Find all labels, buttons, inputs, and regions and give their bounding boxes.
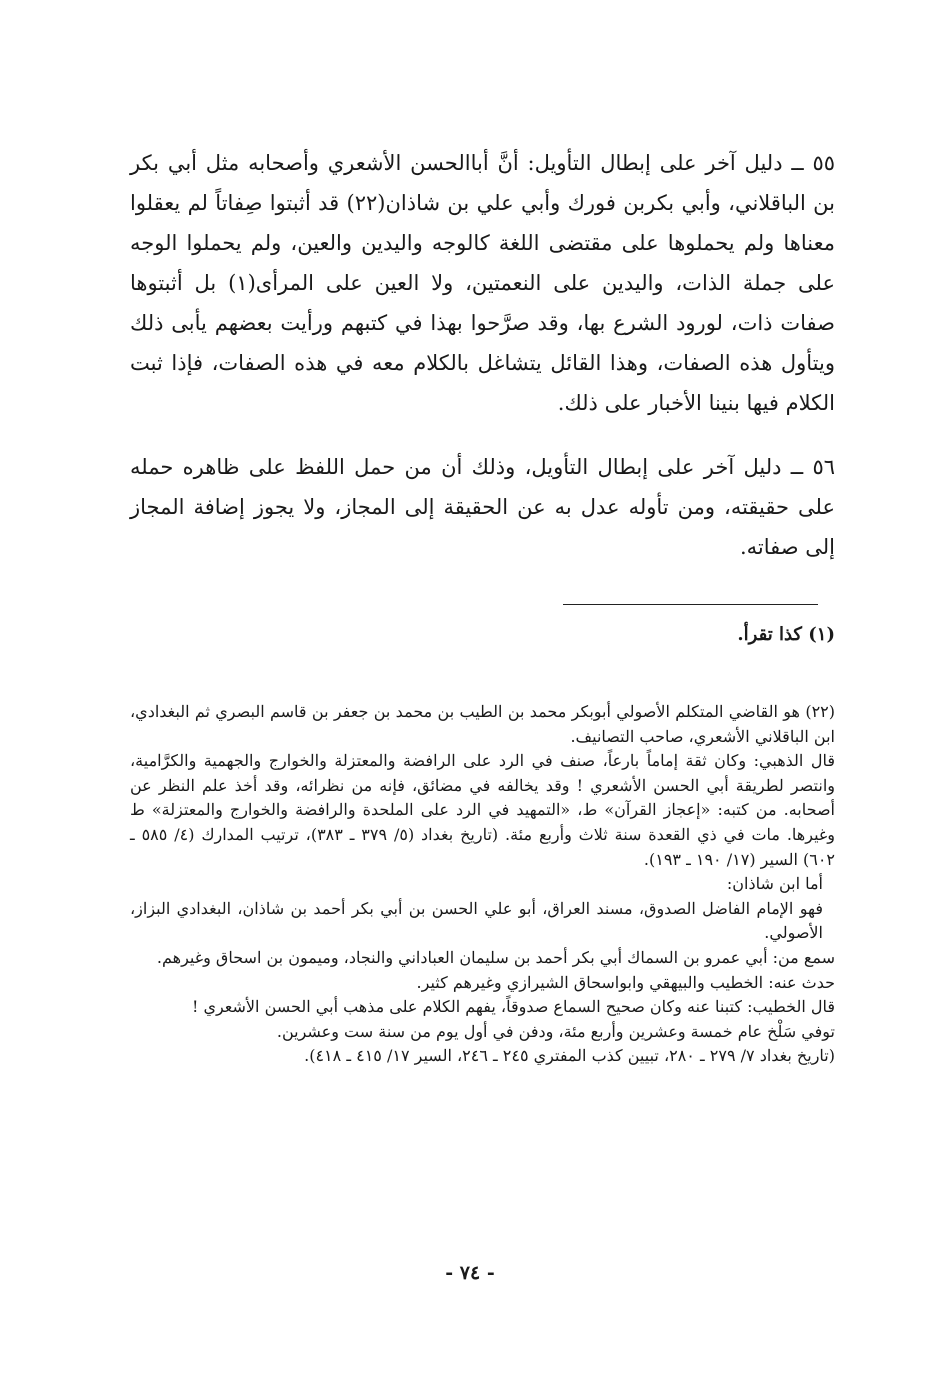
footnote-22-line-9: (تاريخ بغداد ٧/ ٢٧٩ ـ ٢٨٠، تبيين كذب المفتري ٢٤٥ ـ ٢٤٦، السير ١٧/ ٤١٥ ـ ٤١٨). xyxy=(304,1046,835,1066)
footnote-22-line-4: فهو الإمام الفاضل الصدوق، مسند العراق، أبو علي الحسن بن أبي بكر أحمد بن شاذان، البغدادي البزاز، الأصولي. xyxy=(130,898,823,943)
page-number: - ٧٤ - xyxy=(445,1262,495,1284)
footnote-22-line-2: قال الذهبي: وكان ثقة إماماً بارعاً، صنف في الرد على الرافضة والمعتزلة والخوارج والجهمية والكرَّامية، وانتصر لطريقة أبي الحسن الأشعري ! وقد يخالفه في مضائق، فإنه من نظرائه، وقد أخذ علم النظر عن أصحابه. من كتبه: «إعجاز القرآن» ط، «التمهيد في الرد على الملحدة والرافضة والخوارج والمعتزلة» ط وغيرها. مات في ذي القعدة سنة ثلاث وأربع مئة. (تاريخ بغداد (٥/ ٣٧٩ ـ ٣٨٣)، ترتيب المدارك (٤/ ٥٨٥ ـ ٦٠٢) السير (١٧/ ١٩٠ ـ ١٩٣). xyxy=(130,751,835,869)
paragraph-55-text: ٥٥ ــ دليل آخر على إبطال التأويل: أنَّ أباالحسن الأشعري وأصحابه مثل أبي بكر بن الباقلاني، وأبي بكربن فورك وأبي علي بن شاذان(٢٢) قد أثبتوا صِفاتاً لم يعقلوا معناها ولم يحملوها على مقتضى اللغة كالوجه واليدين والعين، ولم يحملوا الوجه على جملة الذات، واليدين على النعمتين، ولا العين على المرأى(١) بل أثبتوها صفات ذات، لورود الشرع بها، وقد صرَّحوا بهذا في كتبهم ورأيت بعضهم يأبى ذلك ويتأول هذه الصفات، وهذا القائل يتشاغل بالكلام معه في هذه الصفات، فإذا ثبت الكلام فيها بنينا الأخبار على ذلك. xyxy=(130,151,836,415)
footnote-22-line-5: سمع من: أبي عمرو بن السماك أبي بكر أحمد بن سليمان العباداني والنجاد، وميمون بن اسحاق وغيرهم. xyxy=(156,947,835,967)
footnote-22-line-7: قال الخطيب: كتبنا عنه وكان صحيح السماع صدوقاً، يفهم الكلام على مذهب أبي الحسن الأشعري ! xyxy=(191,997,835,1017)
footnote-22-line-6: حدث عنه: الخطيب والبيهقي وابواسحاق الشيرازي وغيرهم كثير. xyxy=(416,972,835,992)
paragraph-55 xyxy=(130,143,835,423)
footnote-22-line-1: (٢٢) هو القاضي المتكلم الأصولي أبوبكر محمد بن الطيب بن محمد بن جعفر بن قاسم البصري ثم البغدادي، ابن الباقلاني الأشعري، صاحب التصانيف. xyxy=(130,702,835,746)
footnote-22-line-8: توفي سَلْخ عام خمسة وعشرين وأربع مئة، ودفن في أول يوم من سنة ست وعشرين. xyxy=(276,1021,835,1041)
footnote-22-line-3: أما ابن شاذان: xyxy=(726,874,823,894)
paragraph-56-text: ٥٦ ــ دليل آخر على إبطال التأويل، وذلك أن من حمل اللفظ على ظاهره حمله على حقيقته، ومن تأوله عدل به عن الحقيقة إلى المجاز، ولا يجوز إضافة المجاز إلى صفاته. xyxy=(130,455,835,559)
footnote-22 xyxy=(130,700,835,1069)
footnote-1: (١) كذا تقرأ. xyxy=(737,624,835,645)
paragraph-56 xyxy=(130,447,835,567)
footnote-separator xyxy=(563,604,818,605)
